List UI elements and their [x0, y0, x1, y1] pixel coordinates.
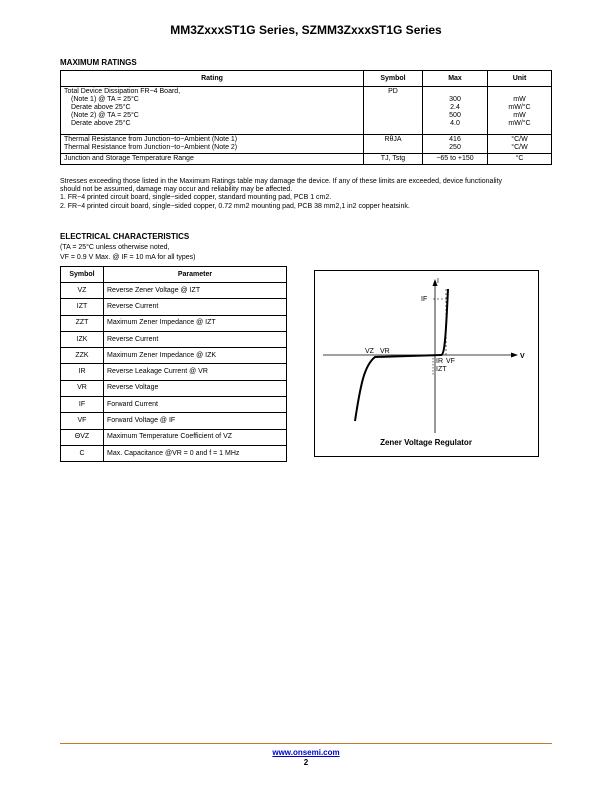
- col-header-symbol: Symbol: [364, 71, 423, 87]
- parameter-cell: Reverse Leakage Current @ VR: [104, 364, 287, 380]
- footnote-1: 1. FR−4 printed circuit board, single−sided copper, standard mounting pad, PCB 1 cm2.: [60, 194, 332, 202]
- table-row: [61, 283, 287, 299]
- label-vf: VF: [446, 358, 455, 365]
- parameter-cell: Maximum Zener Impedance @ IZK: [104, 348, 287, 364]
- stress-note: Stresses exceeding those listed in the Maximum Ratings table may damage the device. If any of these limits are exceeded, device functionality: [60, 178, 503, 185]
- parameter-cell: Reverse Current: [104, 299, 287, 315]
- symbol-cell: VZ: [61, 283, 104, 299]
- unit-cell: [488, 135, 552, 154]
- label-vr: VR: [380, 348, 390, 355]
- table-row: [61, 87, 552, 135]
- table-row: [61, 299, 287, 315]
- table-row: [61, 135, 552, 154]
- rating-line: Thermal Resistance from Junction−to−Ambient (Note 1): [64, 136, 238, 143]
- footer-link[interactable]: www.onsemi.com: [272, 748, 340, 757]
- symbol-cell: IZK: [61, 331, 104, 347]
- rating-line: (Note 1) @ TA = 25°C: [71, 96, 139, 103]
- symbol-cell: IF: [61, 397, 104, 413]
- symbol-cell: VF: [61, 413, 104, 429]
- unit-cell: [488, 87, 552, 135]
- table-row: [61, 364, 287, 380]
- symbol-cell: IR: [61, 364, 104, 380]
- max-cell: [423, 135, 488, 154]
- max-value: 416: [449, 136, 461, 143]
- condition-line: (TA = 25°C unless otherwise noted,: [60, 244, 170, 251]
- figure-caption: Zener Voltage Regulator: [380, 438, 472, 447]
- parameter-cell: Reverse Current: [104, 331, 287, 347]
- page-number: 2: [303, 758, 309, 767]
- electrical-conditions: [60, 243, 196, 262]
- rating-line: Thermal Resistance from Junction−to−Ambient (Note 2): [64, 144, 238, 151]
- label-izt: IZT: [436, 366, 447, 373]
- max-cell: −65 to +150: [423, 154, 488, 165]
- col-header-unit: Unit: [488, 71, 552, 87]
- parameter-cell: Maximum Zener Impedance @ IZT: [104, 315, 287, 331]
- symbol-cell: PD: [364, 87, 423, 135]
- ratings-notes: [60, 178, 556, 211]
- rating-line: Derate above 25°C: [71, 120, 131, 127]
- unit-value: mW: [513, 112, 526, 119]
- table-header-row: [61, 267, 287, 283]
- col-header-parameter: Parameter: [104, 267, 287, 283]
- symbol-cell: ZZT: [61, 315, 104, 331]
- rating-line: (Note 2) @ TA = 25°C: [71, 112, 139, 119]
- symbol-cell: TJ, Tstg: [364, 154, 423, 165]
- max-ratings-table: [60, 70, 552, 165]
- table-header-row: [61, 71, 552, 87]
- electrical-table: [60, 266, 287, 462]
- table-row: [61, 445, 287, 461]
- axis-label-i: I: [437, 278, 439, 285]
- parameter-cell: Forward Current: [104, 397, 287, 413]
- table-row: [61, 348, 287, 364]
- stress-note-cont: should not be assumed, damage may occur and reliability may be affected.: [60, 186, 293, 194]
- unit-value: mW/°C: [508, 104, 531, 111]
- max-value: 4.0: [450, 120, 460, 127]
- parameter-cell: Maximum Temperature Coefficient of VZ: [104, 429, 287, 445]
- table-row: [61, 331, 287, 347]
- label-vz: VZ: [365, 348, 374, 355]
- zener-iv-curve: [315, 271, 538, 456]
- electrical-heading: ELECTRICAL CHARACTERISTICS: [60, 232, 190, 241]
- page-title: MM3ZxxxST1G Series, SZMM3ZxxxST1G Series: [170, 23, 442, 37]
- col-header-symbol: Symbol: [61, 267, 104, 283]
- symbol-cell: IZT: [61, 299, 104, 315]
- parameter-cell: Forward Voltage @ IF: [104, 413, 287, 429]
- unit-value: °C/W: [511, 144, 528, 151]
- max-value: 500: [449, 112, 461, 119]
- max-value: 250: [449, 144, 461, 151]
- parameter-cell: Max. Capacitance @VR = 0 and f = 1 MHz: [104, 445, 287, 461]
- max-value: 2.4: [450, 104, 460, 111]
- table-row: [61, 154, 552, 165]
- unit-value: mW/°C: [508, 120, 531, 127]
- unit-value: °C/W: [511, 136, 528, 143]
- rating-line: Total Device Dissipation FR−4 Board,: [64, 88, 181, 95]
- symbol-cell: C: [61, 445, 104, 461]
- label-if: IF: [421, 296, 428, 303]
- unit-cell: °C: [488, 154, 552, 165]
- col-header-rating: Rating: [61, 71, 364, 87]
- rating-cell: [61, 135, 364, 154]
- axis-label-v: V: [520, 353, 525, 360]
- symbol-cell: ZZK: [61, 348, 104, 364]
- voltage-arrow-icon: [511, 353, 518, 358]
- table-row: [61, 397, 287, 413]
- table-row: [61, 429, 287, 445]
- rating-cell: Junction and Storage Temperature Range: [61, 154, 364, 165]
- zener-figure: [314, 270, 539, 457]
- condition-line: VF = 0.9 V Max. @ IF = 10 mA for all types): [60, 253, 196, 261]
- table-row: [61, 413, 287, 429]
- rating-line: Derate above 25°C: [71, 104, 131, 111]
- max-cell: [423, 87, 488, 135]
- unit-value: mW: [513, 96, 526, 103]
- symbol-cell: ΘVZ: [61, 429, 104, 445]
- parameter-cell: Reverse Zener Voltage @ IZT: [104, 283, 287, 299]
- parameter-cell: Reverse Voltage: [104, 380, 287, 396]
- max-value: 300: [449, 96, 461, 103]
- rating-cell: [61, 87, 364, 135]
- col-header-max: Max: [423, 71, 488, 87]
- footnote-2: 2. FR−4 printed circuit board, single−sided copper, 0.72 mm2 mounting pad, PCB 38 mm2,1 in2 copper heatsink.: [60, 202, 410, 210]
- symbol-cell: VR: [61, 380, 104, 396]
- table-row: [61, 380, 287, 396]
- table-row: [61, 315, 287, 331]
- label-ir: IR: [436, 358, 443, 365]
- footer-divider: [60, 743, 552, 744]
- max-ratings-heading: MAXIMUM RATINGS: [60, 58, 137, 67]
- symbol-cell: RθJA: [364, 135, 423, 154]
